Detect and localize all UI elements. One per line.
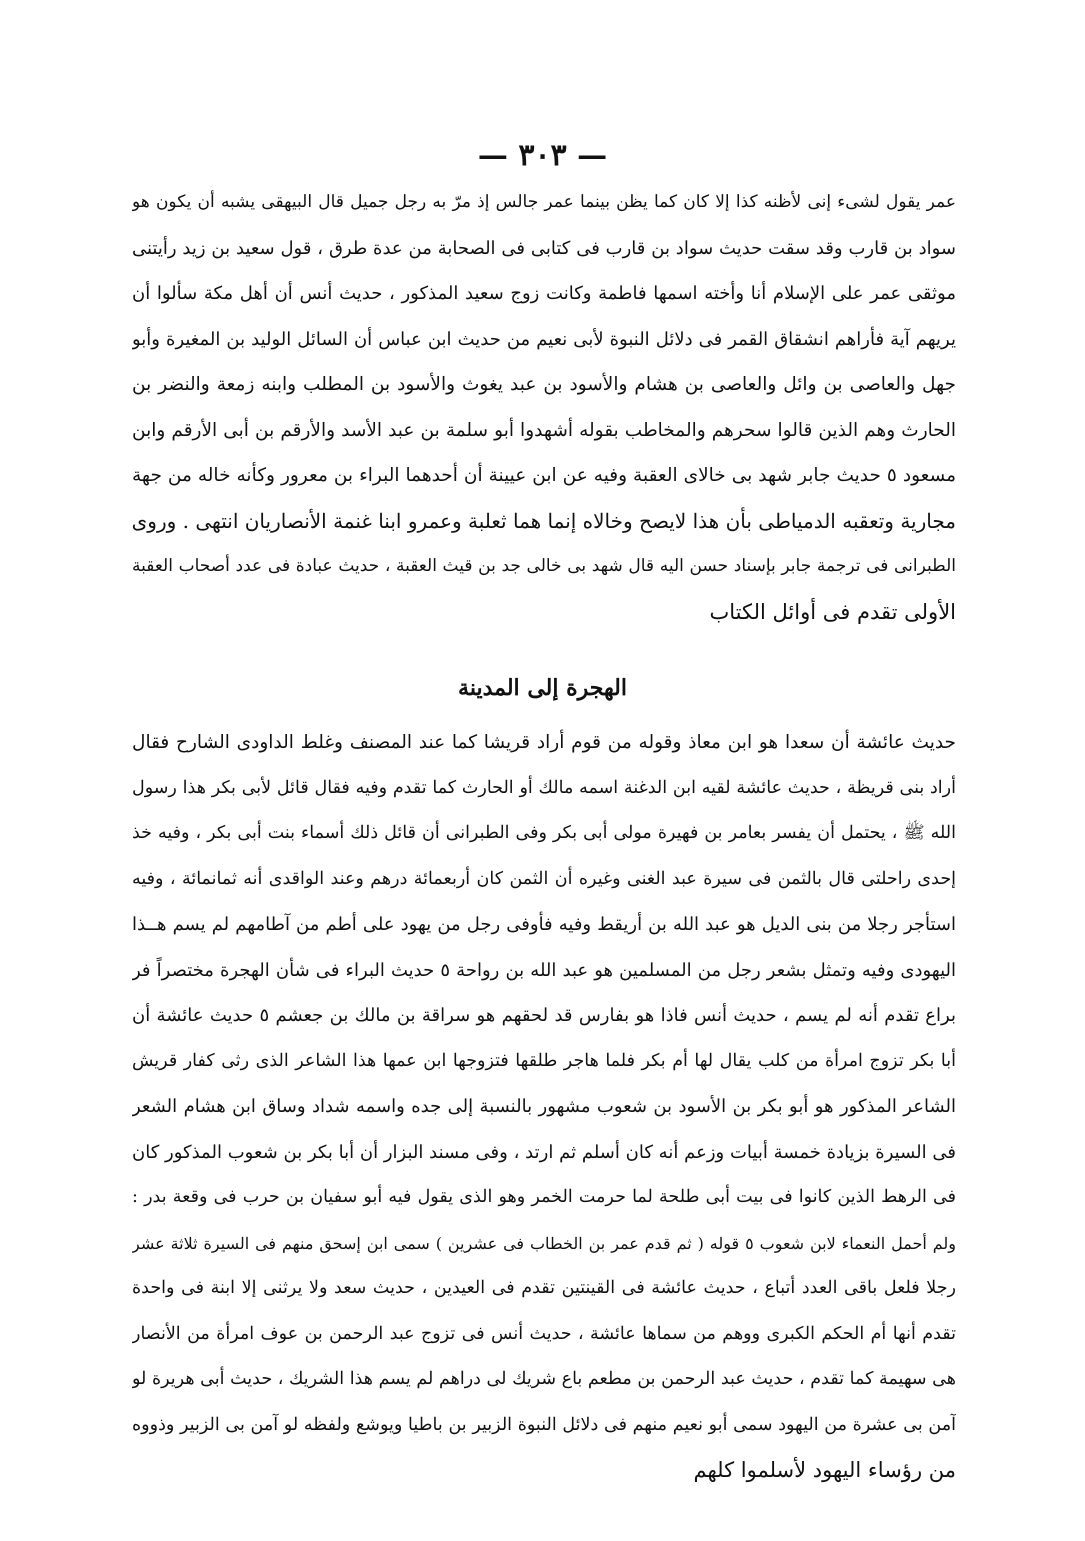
- text-line: مسعود ٥ حديث جابر شهد بى خالاى العقبة وفيه عن ابن عيينة أن أحدهما البراء بن معرور وكأنه خاله من جهة: [132, 465, 956, 486]
- text-line: آمن بى عشرة من اليهود سمى أبو نعيم منهم فى دلائل النبوة الزبير بن باطيا ويوشع ولفظه لو آمن بى الزبير وذووه: [132, 1414, 956, 1435]
- text-line: اليهودى وفيه وتمثل بشعر رجل من المسلمين هو عبد الله بن رواحة ٥ حديث البراء فى شأن الهجرة مختصراً فر: [132, 959, 956, 981]
- text-line: جهل والعاصى بن وائل والعاصى بن هشام والأسود بن عبد يغوث والأسود بن المطلب وابنه زمعة والنضر بن: [132, 374, 956, 395]
- text-line: هى سهيمة كما تقدم ، حديث عبد الرحمن بن مطعم باع شريك لى دراهم لم يسم هذا الشريك ، حديث أبى هريرة لو: [132, 1369, 956, 1389]
- text-line: الله ﷺ ، يحتمل أن يفسر بعامر بن فهيرة مولى أبى بكر وفى الطبرانى أن قائل ذلك أسماء بنت أبى بكر ، وفيه خذ: [132, 823, 956, 843]
- text-line: مجارية وتعقبه الدمياطى بأن هذا لايصح وخالاه إنما هما ثعلبة وعمرو ابنا غنمة الأنصاريان انتهى . وروى: [132, 508, 956, 533]
- text-line: أبا بكر تزوج امرأة من كلب يقال لها أم بكر فلما هاجر طلقها فتزوجها ابن عمها هذا الشاعر الذى رثى كفار قريش: [132, 1050, 956, 1071]
- text-line: موثقى عمر على الإسلام أنا وأخته اسمها فاطمة وكانت زوج سعيد المذكور ، حديث أنس أن أهل مكة سألوا أن: [132, 283, 956, 304]
- section-heading: الهجرة إلى المدينة: [458, 675, 627, 701]
- text-line: براع تقدم أنه لم يسم ، حديث أنس فاذا هو بفارس قد لحقهم هو سراقة بن مالك بن جعشم ٥ حديث عائشة أن: [132, 1005, 956, 1026]
- text-line: عمر يقول لشىء إنى لأظنه كذا إلا كان كما يظن بينما عمر جالس إذ مرّ به رجل جميل قال البيهقى يشبه أن يكون هو: [132, 192, 956, 212]
- text-line: حديث عائشة أن سعدا هو ابن معاذ وقوله من قوم أراد قريشا كما عند المصنف وغلط الداودى الشارح فقال: [132, 732, 956, 753]
- page-number: — ٣٠٣ —: [477, 138, 608, 173]
- text-line: الطبرانى فى ترجمة جابر بإسناد حسن اليه قال شهد بى خالى جد بن قيث العقبة ، حديث عبادة فى عدد أصحاب العقبة: [132, 556, 956, 576]
- text-line: الشاعر المذكور هو أبو بكر بن الأسود بن شعوب مشهور بالنسبة إلى جده واسمه شداد وساق ابن هشام الشعر: [132, 1096, 956, 1117]
- paragraph-section-1: [132, 180, 956, 635]
- text-line: يريهم آية فأراهم انشقاق القمر فى دلائل النبوة لأبى نعيم من حديث ابن عباس أن السائل الوليد بن المغيرة وأبو: [132, 328, 956, 350]
- text-line: إحدى راحلتى قال بالثمن فى سيرة عبد الغنى وغيره أن الثمن كان أربعمائة درهم وعند الواقدى أنه ثمانمائة ، وفيه: [132, 868, 956, 889]
- text-line: رجلا فلعل باقى العدد أتباع ، حديث عائشة فى القينتين تقدم فى العيدين ، حديث سعد ولا يرثنى إلا ابنة فى واحدة: [132, 1278, 956, 1298]
- text-line: ولم أحمل النعماء لابن شعوب ٥ قوله ( ثم قدم عمر بن الخطاب فى عشرين ) سمى ابن إسحق منهم فى السيرة ثلاثة عشر: [132, 1233, 956, 1253]
- text-line: أراد بنى قريظة ، حديث عائشة لقيه ابن الدغنة اسمه مالك أو الحارث كما تقدم وفيه فقال قائل لأبى بكر هذا رسول: [132, 777, 956, 798]
- text-line: الحارث وهم الذين قالوا سحرهم والمخاطب بقوله أشهدوا أبو سلمة بن عبد الأسد والأرقم بن أبى الأرقم وابن: [132, 419, 956, 441]
- text-line: فى السيرة بزيادة خمسة أبيات وزعم أنه كان أسلم ثم ارتد ، وفى مسند البزار أن أبا بكر بن شعوب المذكور كان: [132, 1141, 956, 1163]
- text-line: فى الرهط الذين كانوا فى بيت أبى طلحة لما حرمت الخمر وهو الذى يقول فيه أبو سفيان بن حرب فى وقعة بدر :: [132, 1187, 956, 1207]
- text-line: من رؤساء اليهود لأسلموا كلهم: [693, 1458, 956, 1482]
- paragraph-section-2: [132, 720, 956, 1494]
- text-line: الأولى تقدم فى أوائل الكتاب: [709, 599, 956, 624]
- text-line: استأجر رجلا من بنى الديل هو عبد الله بن أريقط وفيه فأوفى رجل من يهود على أطم من آطامهم لم يسم هــذا: [132, 914, 956, 935]
- text-line: تقدم أنها أم الحكم الكبرى ووهم من سماها عائشة ، حديث أنس فى تزوج عبد الرحمن بن عوف امرأة من الأنصار: [132, 1323, 956, 1344]
- text-line: سواد بن قارب وقد سقت حديث سواد بن قارب فى كتابى فى الصحابة من عدة طرق ، قول سعيد بن زيد رأيتنى: [132, 237, 956, 259]
